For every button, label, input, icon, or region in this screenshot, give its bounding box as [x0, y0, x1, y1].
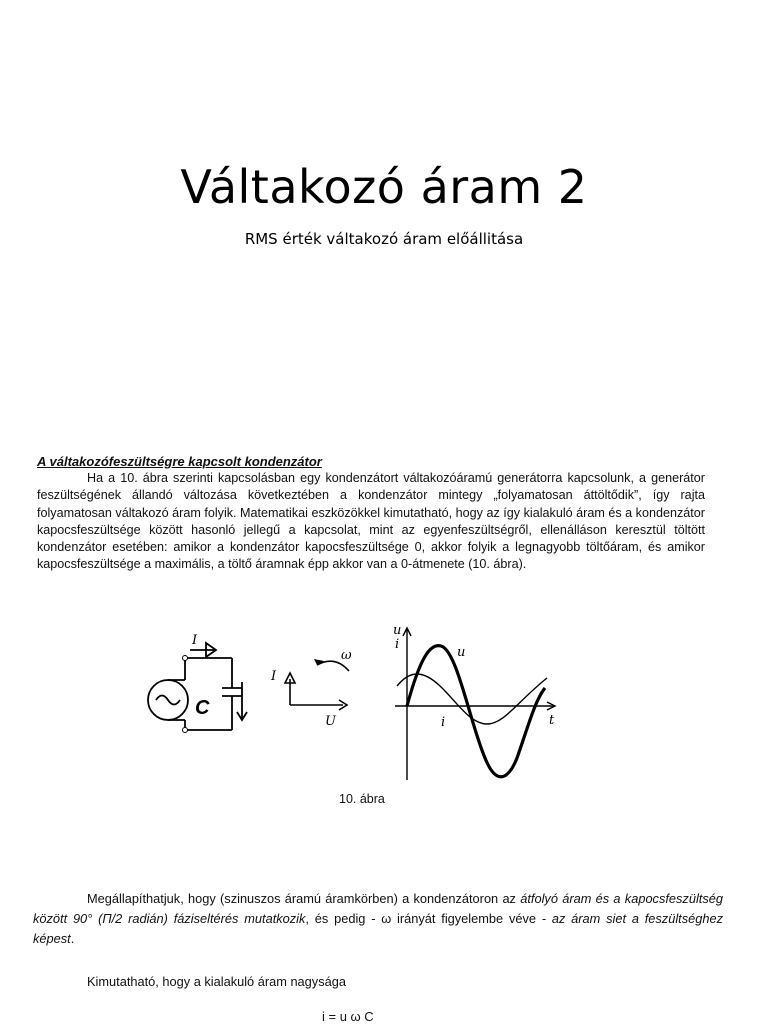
waveform-diagram	[385, 618, 565, 798]
circuit-diagram	[140, 630, 250, 740]
paragraph-1	[37, 470, 705, 574]
slide-title: Váltakozó áram 2	[180, 160, 588, 214]
current-formula: i = u ω C	[322, 1009, 374, 1024]
axis-u-label: u	[393, 623, 402, 638]
axis-i-label: i	[395, 637, 400, 652]
paragraph-2: Megállapíthatjuk, hogy (szinuszos áramú áramkörben) a kondenzátoron az átfolyó áram és a kapocsfeszültség között 90° (Π/2 radián) fáziseltérés mutatkozik, és pedig - ω irányát figyelembe véve - az áram siet a feszültséghez képest.	[33, 891, 723, 946]
phasor-current-label: I	[271, 669, 277, 684]
circuit-current-label: I	[192, 633, 198, 648]
section-heading: A váltakozófeszültségre kapcsolt kondenzátor	[37, 454, 322, 469]
omega-label: ω	[341, 648, 352, 663]
phasor-diagram	[265, 645, 365, 730]
figure-caption: 10. ábra	[339, 792, 385, 806]
paragraph-1-text: Ha a 10. ábra szerinti kapcsolásban egy kondenzátort váltakozóáramú generátorra kapcsolunk, a generátor feszültségének állandó változása következtében a kondenzátor mintegy „folyamatosan áttöltődik”, így rajta folyamatosan váltakozó áram folyik. Matematikai eszközökkel kimutatható, hogy az így kialakuló áram és a kondenzátor kapocsfeszültsége között hasonló jellegű a kapcsolat, mint az egyenfeszültségről, ellenálláson keresztül töltött kondenzátor esetében: amikor a kondenzátor kapocsfeszültsége 0, akkor folyik a legnagyobb töltőáram, és amikor kapocsfeszültsége a maximális, a töltő áramnak épp akkor van a 0-átmenete (10. ábra).	[37, 471, 705, 572]
axis-t-label: t	[549, 713, 555, 728]
curve-i-label: i	[441, 715, 446, 730]
slide-subtitle: RMS érték váltakozó áram előállitása	[244, 230, 524, 248]
voltage-curve	[407, 646, 545, 777]
curve-u-label: u	[457, 645, 466, 660]
paragraph-3: Kimutatható, hogy a kialakuló áram nagysága	[87, 974, 346, 989]
capacitor-label: C	[195, 697, 210, 719]
phasor-voltage-label: U	[325, 714, 336, 729]
current-leads-text: - az áram siet a feszültséghez képest	[33, 911, 723, 946]
phase-shift-text: átfolyó áram és a kapocsfeszültség között 90° (Π/2 radián) fáziseltérés mutatkozik	[33, 891, 723, 926]
